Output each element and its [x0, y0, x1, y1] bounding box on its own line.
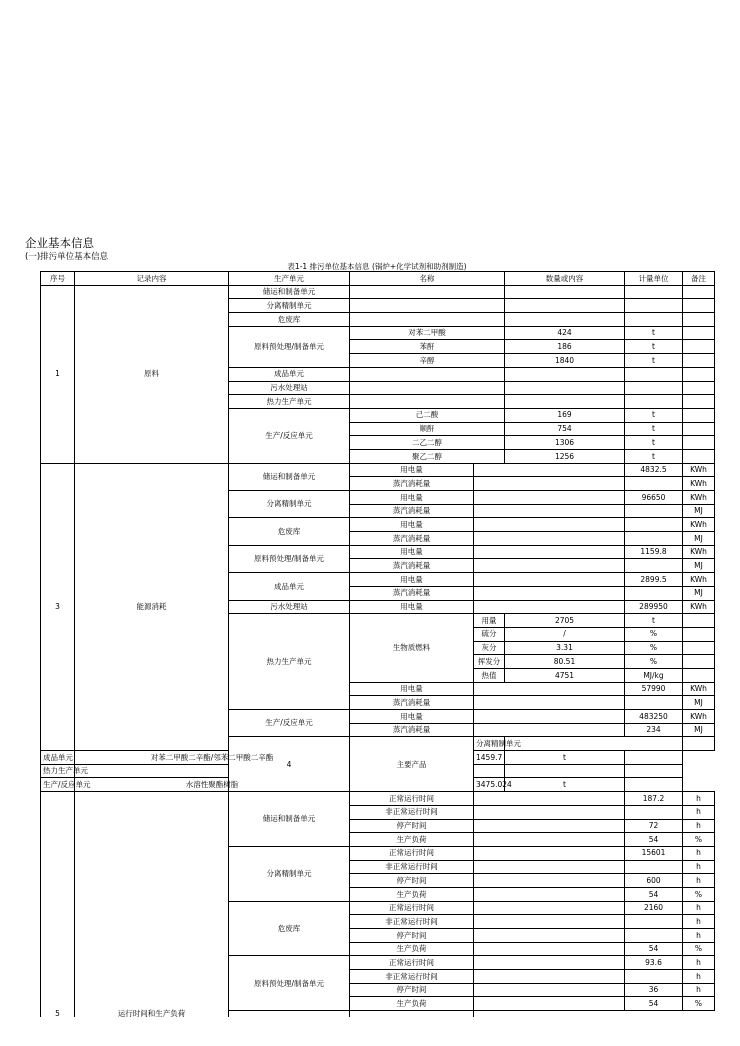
measure-cell: KWh [683, 518, 715, 532]
measure-cell: t [505, 778, 625, 792]
name-blank-cell [474, 532, 625, 546]
col-header-name: 名称 [350, 272, 505, 286]
measure-cell: h [683, 860, 715, 874]
name-cell: 蒸汽消耗量 [350, 504, 474, 518]
name-cell [350, 395, 505, 409]
seq-cell: 3 [41, 463, 75, 750]
name-cell: 辛醇 [350, 354, 505, 368]
qty-cell: 483250 [625, 710, 683, 724]
qty-cell: 2705 [505, 614, 625, 628]
measure-cell [625, 299, 683, 313]
measure-cell: KWh [683, 491, 715, 505]
qty-cell: 234 [625, 723, 683, 737]
col-header-seq: 序号 [41, 272, 75, 286]
qty-cell: 169 [505, 408, 625, 422]
qty-cell [625, 805, 683, 819]
col-header-record: 记录内容 [75, 272, 229, 286]
measure-cell [505, 764, 625, 778]
name-blank-cell [474, 901, 625, 915]
qty-cell [505, 313, 625, 327]
name-cell [350, 1011, 474, 1018]
measure-cell: % [625, 641, 683, 655]
qty-cell: 93.6 [625, 956, 683, 970]
name-blank-cell [474, 518, 625, 532]
measure-cell: % [683, 833, 715, 847]
remark-cell [683, 436, 715, 450]
measure-cell: t [625, 340, 683, 354]
name-cell: 非正常运行时间 [350, 970, 474, 984]
name-cell: 聚乙二醇 [350, 449, 505, 463]
measure-cell: % [683, 887, 715, 901]
measure-cell: MJ [683, 723, 715, 737]
remark-cell [625, 764, 683, 778]
qty-cell [625, 929, 683, 943]
measure-cell: t [625, 326, 683, 340]
name-blank-cell [474, 573, 625, 587]
measure-cell: KWh [683, 477, 715, 491]
name-cell [75, 764, 350, 778]
name-cell: 用电量 [350, 682, 474, 696]
measure-cell: MJ [683, 504, 715, 518]
name-cell: 正常运行时间 [350, 901, 474, 915]
name-blank-cell [474, 586, 625, 600]
qty-cell [474, 764, 505, 778]
qty-cell: 2899.5 [625, 573, 683, 587]
qty-cell: 72 [625, 819, 683, 833]
name-blank-cell [474, 723, 625, 737]
remark-cell [683, 449, 715, 463]
qty-cell [683, 737, 715, 751]
name-blank-cell [474, 819, 625, 833]
unit-cell: 储运和制备单元 [229, 285, 350, 299]
name-blank-cell [474, 833, 625, 847]
unit-cell: 热力生产单元 [41, 764, 75, 778]
measure-cell [625, 381, 683, 395]
fuel-param-cell: 挥发分 [474, 655, 505, 669]
seq-cell: 4 [229, 737, 350, 792]
record-cell: 原料 [75, 285, 229, 463]
name-blank-cell [474, 997, 625, 1011]
qty-cell: 1256 [505, 449, 625, 463]
measure-cell: MJ [683, 559, 715, 573]
qty-cell: 96650 [625, 491, 683, 505]
unit-cell: 危废库 [229, 518, 350, 545]
name-cell [350, 381, 505, 395]
name-cell: 停产时间 [350, 929, 474, 943]
table-row [41, 463, 715, 477]
qty-cell [625, 970, 683, 984]
table-header-row [41, 272, 715, 286]
page-heading: 企业基本信息 [25, 236, 94, 250]
unit-cell: 分离精制单元 [229, 491, 350, 518]
qty-cell: 3475.024 [474, 778, 505, 792]
qty-cell [625, 696, 683, 710]
col-header-remark: 备注 [683, 272, 715, 286]
name-blank-cell [474, 846, 625, 860]
measure-cell: MJ/kg [625, 668, 683, 682]
measure-cell [683, 1011, 715, 1018]
name-cell: 停产时间 [350, 874, 474, 888]
qty-cell: 4751 [505, 668, 625, 682]
fuel-param-cell: 热值 [474, 668, 505, 682]
unit-cell: 原料预处理/制备单元 [229, 326, 350, 367]
name-cell: 用电量 [350, 518, 474, 532]
measure-cell: % [625, 627, 683, 641]
measure-cell: % [683, 997, 715, 1011]
unit-cell: 分离精制单元 [474, 737, 505, 751]
record-cell: 主要产品 [350, 737, 474, 792]
measure-cell: t [625, 354, 683, 368]
name-cell: 用电量 [350, 491, 474, 505]
table-row [41, 285, 715, 299]
unit-cell: 分离精制单元 [229, 846, 350, 901]
measure-cell: h [683, 901, 715, 915]
remark-cell [683, 326, 715, 340]
qty-cell: 54 [625, 887, 683, 901]
measure-cell: h [683, 929, 715, 943]
measure-cell: t [625, 614, 683, 628]
unit-cell: 储运和制备单元 [229, 463, 350, 490]
name-cell: 用电量 [350, 545, 474, 559]
qty-cell [505, 381, 625, 395]
name-cell: 停产时间 [350, 983, 474, 997]
qty-cell [625, 477, 683, 491]
remark-cell [683, 614, 715, 628]
unit-cell [229, 1011, 350, 1018]
unit-cell: 成品单元 [41, 751, 75, 765]
unit-cell: 成品单元 [229, 367, 350, 381]
name-blank-cell [474, 710, 625, 724]
qty-cell: 1840 [505, 354, 625, 368]
measure-cell: MJ [683, 532, 715, 546]
qty-cell: 54 [625, 997, 683, 1011]
unit-cell: 生产/反应单元 [229, 710, 350, 737]
seq-cell: 5 [41, 792, 75, 1018]
measure-cell: % [683, 942, 715, 956]
name-blank-cell [474, 956, 625, 970]
name-cell [505, 737, 683, 751]
table-row [41, 792, 715, 806]
qty-cell [625, 586, 683, 600]
name-blank-cell [474, 545, 625, 559]
unit-cell: 危废库 [229, 313, 350, 327]
name-cell: 顺酐 [350, 422, 505, 436]
unit-cell: 原料预处理/制备单元 [229, 545, 350, 572]
qty-cell: 1306 [505, 436, 625, 450]
name-cell: 生产负荷 [350, 997, 474, 1011]
measure-cell: KWh [683, 463, 715, 477]
section-subheading: (一)排污单位基本信息 [25, 252, 109, 262]
fuel-cell: 生物质燃料 [350, 614, 474, 682]
name-blank-cell [474, 929, 625, 943]
measure-cell: h [683, 846, 715, 860]
fuel-param-cell: 硫分 [474, 627, 505, 641]
remark-cell [683, 354, 715, 368]
name-blank-cell [474, 1011, 625, 1018]
measure-cell: h [683, 874, 715, 888]
name-cell: 非正常运行时间 [350, 860, 474, 874]
qty-cell: 186 [505, 340, 625, 354]
measure-cell: h [683, 956, 715, 970]
unit-cell: 原料预处理/制备单元 [229, 956, 350, 1011]
measure-cell: KWh [683, 710, 715, 724]
qty-cell: / [505, 627, 625, 641]
name-blank-cell [474, 491, 625, 505]
name-cell: 二乙二醇 [350, 436, 505, 450]
measure-cell: h [683, 970, 715, 984]
remark-cell [683, 299, 715, 313]
qty-cell: 1159.8 [625, 545, 683, 559]
measure-cell [625, 313, 683, 327]
unit-cell: 分离精制单元 [229, 299, 350, 313]
qty-cell [625, 559, 683, 573]
name-blank-cell [474, 504, 625, 518]
name-blank-cell [474, 983, 625, 997]
qty-cell: 15601 [625, 846, 683, 860]
name-cell: 蒸汽消耗量 [350, 586, 474, 600]
name-cell: 生产负荷 [350, 887, 474, 901]
fuel-param-cell: 用量 [474, 614, 505, 628]
measure-cell: t [625, 422, 683, 436]
qty-cell [625, 860, 683, 874]
name-cell: 蒸汽消耗量 [350, 477, 474, 491]
name-cell [350, 313, 505, 327]
name-cell: 用电量 [350, 710, 474, 724]
qty-cell: 187.2 [625, 792, 683, 806]
remark-cell [683, 627, 715, 641]
name-cell [350, 367, 505, 381]
name-cell: 蒸汽消耗量 [350, 532, 474, 546]
measure-cell: % [625, 655, 683, 669]
record-cell: 运行时间和生产负荷 [75, 792, 229, 1018]
name-blank-cell [474, 860, 625, 874]
name-cell: 己二酸 [350, 408, 505, 422]
unit-cell: 储运和制备单元 [229, 792, 350, 847]
remark-cell [683, 641, 715, 655]
qty-cell [505, 285, 625, 299]
name-cell [350, 285, 505, 299]
name-cell: 正常运行时间 [350, 846, 474, 860]
unit-cell: 成品单元 [229, 573, 350, 600]
qty-cell [505, 367, 625, 381]
name-blank-cell [474, 463, 625, 477]
measure-cell [625, 395, 683, 409]
name-cell [350, 299, 505, 313]
name-blank-cell [474, 915, 625, 929]
name-cell: 用电量 [350, 600, 474, 614]
unit-cell: 污水处理站 [229, 600, 350, 614]
name-cell: 停产时间 [350, 819, 474, 833]
seq-cell: 1 [41, 285, 75, 463]
name-cell: 正常运行时间 [350, 792, 474, 806]
name-blank-cell [474, 874, 625, 888]
name-blank-cell [474, 970, 625, 984]
measure-cell: KWh [683, 600, 715, 614]
remark-cell [683, 395, 715, 409]
name-cell: 非正常运行时间 [350, 915, 474, 929]
qty-cell [625, 518, 683, 532]
name-cell: 用电量 [350, 463, 474, 477]
name-cell: 蒸汽消耗量 [350, 559, 474, 573]
qty-cell [625, 504, 683, 518]
qty-cell: 3.31 [505, 641, 625, 655]
measure-cell: t [505, 751, 625, 765]
remark-cell [683, 313, 715, 327]
measure-cell: t [625, 436, 683, 450]
qty-cell: 57990 [625, 682, 683, 696]
qty-cell [625, 1011, 683, 1018]
name-cell: 对苯二甲酸二辛酯/邻苯二甲酸二辛酯 [75, 751, 350, 765]
qty-cell [625, 915, 683, 929]
name-blank-cell [474, 559, 625, 573]
remark-cell [683, 340, 715, 354]
qty-cell: 4832.5 [625, 463, 683, 477]
unit-cell: 生产/反应单元 [229, 408, 350, 463]
remark-cell [625, 778, 683, 792]
table-caption: 表1-1 排污单位基本信息 (锅炉+化学试剂和助剂制造) [287, 262, 467, 271]
measure-cell: KWh [683, 682, 715, 696]
col-header-qty: 数量或内容 [505, 272, 625, 286]
measure-cell: t [625, 449, 683, 463]
measure-cell: h [683, 983, 715, 997]
measure-cell: KWh [683, 545, 715, 559]
col-header-unit: 生产单元 [229, 272, 350, 286]
measure-cell: MJ [683, 586, 715, 600]
remark-cell [683, 668, 715, 682]
fuel-param-cell: 灰分 [474, 641, 505, 655]
qty-cell: 36 [625, 983, 683, 997]
remark-cell [683, 367, 715, 381]
unit-cell: 热力生产单元 [229, 395, 350, 409]
qty-cell [505, 395, 625, 409]
name-blank-cell [474, 792, 625, 806]
name-cell: 对苯二甲酸 [350, 326, 505, 340]
unit-cell: 热力生产单元 [229, 614, 350, 710]
measure-cell: h [683, 805, 715, 819]
measure-cell: t [625, 408, 683, 422]
name-cell: 蒸汽消耗量 [350, 723, 474, 737]
remark-cell [683, 655, 715, 669]
name-cell: 蒸汽消耗量 [350, 696, 474, 710]
qty-cell: 2160 [625, 901, 683, 915]
name-blank-cell [474, 805, 625, 819]
name-blank-cell [474, 600, 625, 614]
measure-cell: h [683, 915, 715, 929]
measure-cell: h [683, 792, 715, 806]
name-blank-cell [474, 942, 625, 956]
name-blank-cell [474, 887, 625, 901]
col-header-measure: 计量单位 [625, 272, 683, 286]
qty-cell [625, 532, 683, 546]
qty-cell: 424 [505, 326, 625, 340]
name-cell: 生产负荷 [350, 833, 474, 847]
remark-cell [683, 422, 715, 436]
qty-cell: 1459.7 [474, 751, 505, 765]
qty-cell: 600 [625, 874, 683, 888]
measure-cell: KWh [683, 573, 715, 587]
name-cell: 非正常运行时间 [350, 805, 474, 819]
measure-cell: MJ [683, 696, 715, 710]
unit-cell: 生产/反应单元 [41, 778, 75, 792]
measure-cell [625, 367, 683, 381]
measure-cell [625, 285, 683, 299]
qty-cell: 754 [505, 422, 625, 436]
name-blank-cell [474, 682, 625, 696]
qty-cell: 54 [625, 833, 683, 847]
enterprise-info-table [40, 271, 715, 1017]
name-cell: 正常运行时间 [350, 956, 474, 970]
qty-cell: 54 [625, 942, 683, 956]
remark-cell [625, 751, 683, 765]
remark-cell [683, 408, 715, 422]
remark-cell [683, 285, 715, 299]
record-cell: 能源消耗 [75, 463, 229, 750]
measure-cell: h [683, 819, 715, 833]
remark-cell [683, 381, 715, 395]
name-cell: 生产负荷 [350, 942, 474, 956]
name-blank-cell [474, 477, 625, 491]
qty-cell: 289950 [625, 600, 683, 614]
name-cell: 水溶性聚酯树脂 [75, 778, 350, 792]
unit-cell: 污水处理站 [229, 381, 350, 395]
name-blank-cell [474, 696, 625, 710]
qty-cell: 80.51 [505, 655, 625, 669]
name-cell: 苯酐 [350, 340, 505, 354]
unit-cell: 危废库 [229, 901, 350, 956]
name-cell: 用电量 [350, 573, 474, 587]
qty-cell [505, 299, 625, 313]
